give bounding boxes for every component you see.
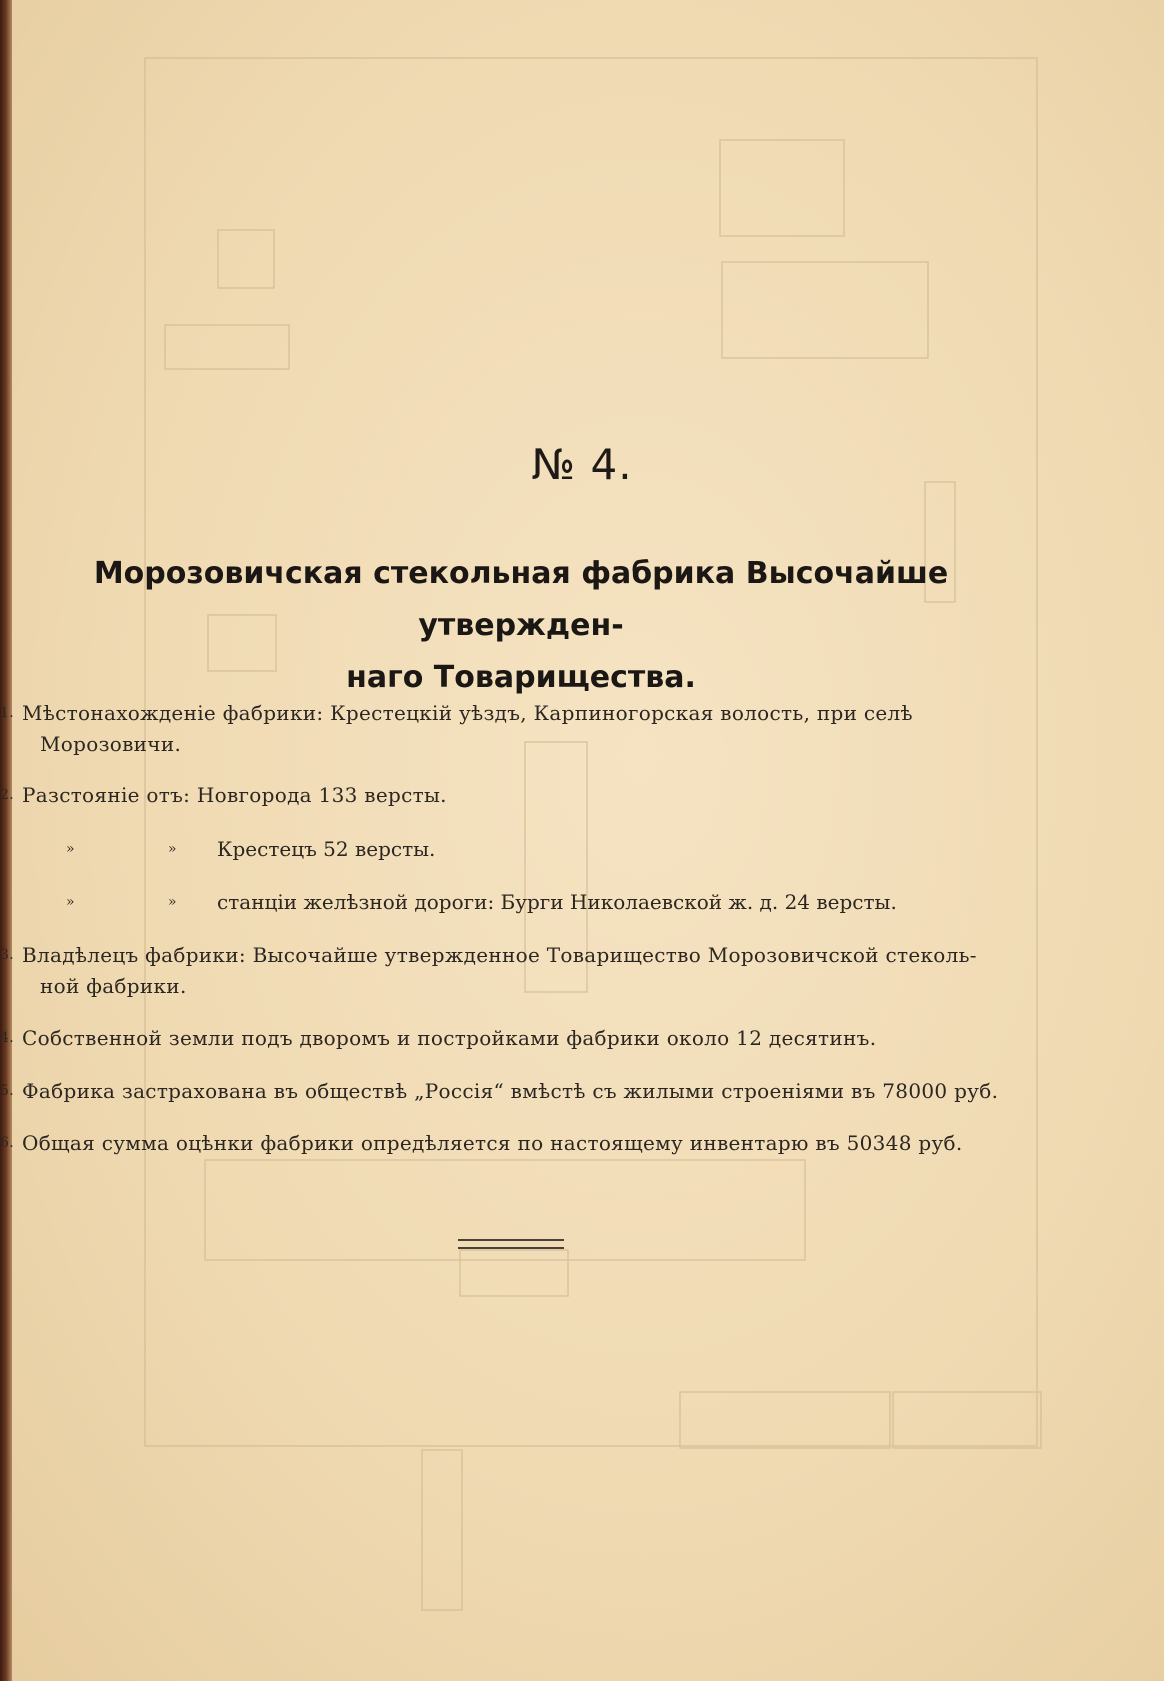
item-number: 3. — [0, 947, 14, 963]
item-land — [0, 1023, 1042, 1054]
item-insurance — [0, 1076, 1042, 1107]
ditto-mark: » — [66, 894, 75, 910]
double-rule-divider — [458, 1239, 564, 1249]
item-text-line-1: Собственной земли подъ дворомъ и постройками фабрики около 12 десятинъ. — [22, 1026, 877, 1050]
item-location — [0, 698, 1042, 760]
item-text-line-1: Фабрика застрахована въ обществѣ „Россія“ вмѣстѣ съ жилыми строеніями въ 78000 руб. — [22, 1079, 999, 1103]
factory-title-line-1: Морозовичская стекольная фабрика Высочайше утвержден- — [93, 556, 949, 643]
item-distance — [0, 780, 1042, 811]
ditto-mark: » — [168, 841, 177, 857]
book-spine-edge — [0, 0, 12, 1681]
item-text-line-1: Общая сумма оцѣнки фабрики опредѣляется по настоящему инвентарю въ 50348 руб. — [22, 1131, 963, 1155]
factory-title — [6, 548, 1036, 704]
item-text-line-2: ной фабрики. — [40, 974, 187, 998]
item-text-line-1: Разстояніе отъ: Новгорода 133 версты. — [22, 783, 447, 807]
factory-title-line-2: наго Товарищества. — [346, 660, 696, 695]
distance-row-text: станціи желѣзной дороги: Бурги Николаевской ж. д. 24 версты. — [217, 890, 897, 914]
item-owner — [0, 940, 1042, 1002]
distance-row-text: Крестецъ 52 версты. — [217, 837, 436, 861]
item-number: 5. — [0, 1083, 14, 1099]
item-number: 4. — [0, 1030, 14, 1046]
item-number: 6. — [0, 1135, 14, 1151]
item-number: 2. — [0, 787, 14, 803]
item-text-line-1: Владѣлецъ фабрики: Высочайше утвержденное Товарищество Морозовичской стеколь- — [22, 943, 977, 967]
item-number: 1. — [0, 705, 14, 721]
ditto-mark: » — [66, 841, 75, 857]
section-number-heading: № 4. — [531, 440, 633, 489]
item-valuation — [0, 1128, 1042, 1159]
ditto-mark: » — [168, 894, 177, 910]
item-text-line-2: Морозовичи. — [40, 732, 182, 756]
item-text-line-1: Мѣстонахожденіе фабрики: Крестецкій уѣздъ, Карпиногорская волость, при селѣ — [22, 701, 913, 725]
